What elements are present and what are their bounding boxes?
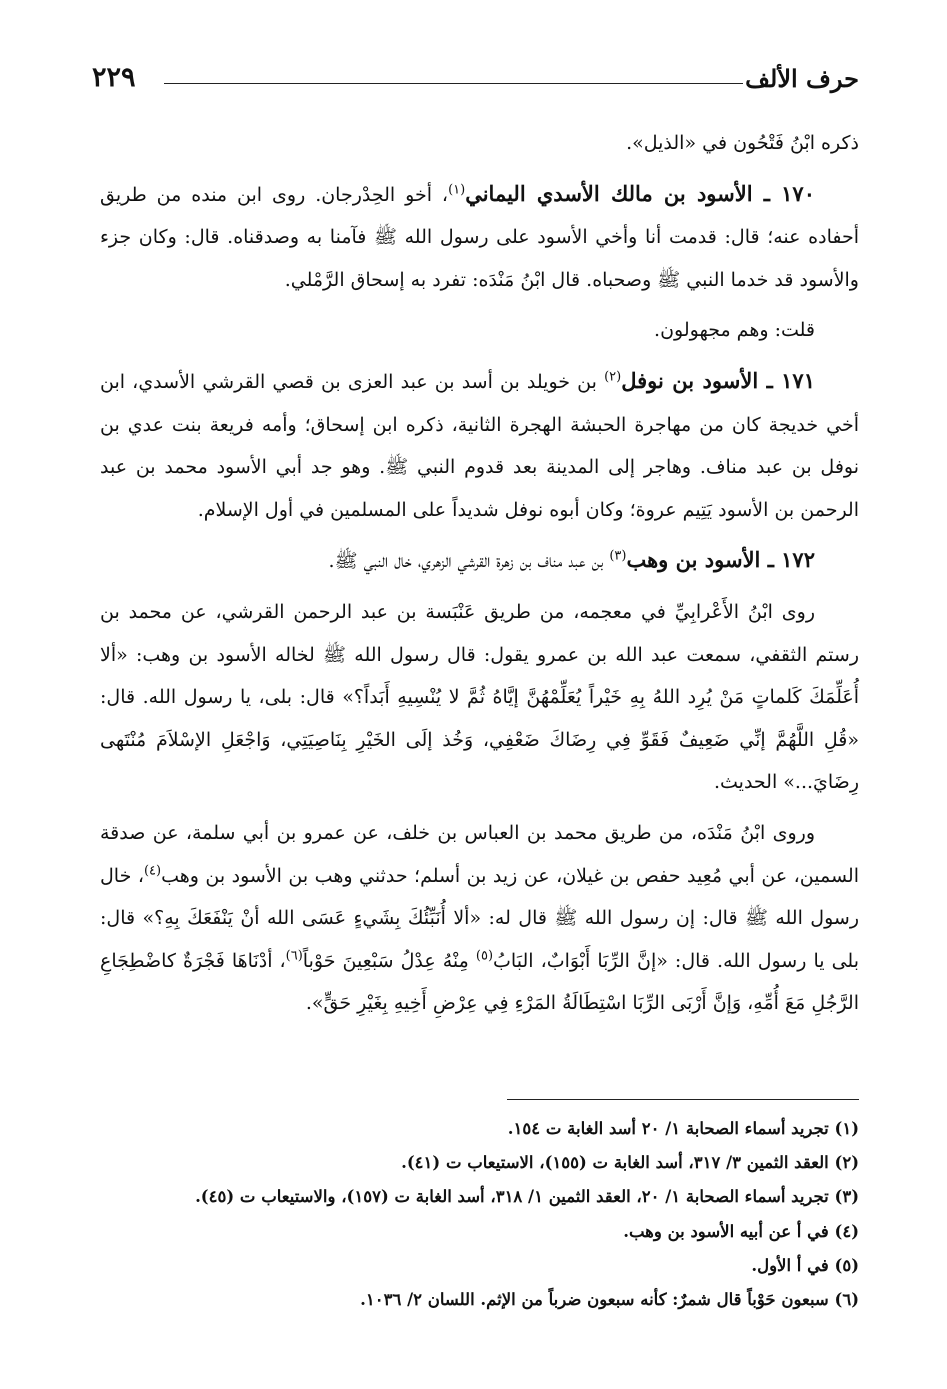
footnote-ref-5: (٥): [475, 948, 494, 964]
footnotes: [100, 1112, 859, 1317]
footnote-item: (٦) سبعون حَوْباً قال شمرٌ: كأنه سبعون ضرباً من الإثم. اللسان ٢/ ١٠٣٦.: [360, 1290, 859, 1310]
hadith-2-part-b: ، خال رسول الله ﷺ قال: إن رسول الله ﷺ قال له: «ألا أُنَبِّئُكَ بِشَيءٍ عَسَى الله أنْ يَنْفَعَكَ بِهِ؟» قال: بلى يا رسول الله. قال: «إنَّ الرِّبَا أَبْوَابٌ، البَابُ: [100, 864, 860, 972]
page-number: ٢٢٩: [92, 62, 136, 93]
footnote-item: (٤) في أ عن أبيه الأسود بن وهب.: [623, 1221, 859, 1241]
running-title: حرف الألف: [745, 64, 859, 93]
hadith-2-part-d: ، أدْنَاهَا فَجْرَةٌ كاضْطِجَاعِ الرَّجُلِ مَعَ أُمِّهِ، وَإنَّ أَرْبَى الرِّبَا اسْتِطَالَةُ المَرْءِ فِي عِرْضِ أَخِيهِ بِغَيْرِ حَقٍّ».: [100, 949, 859, 1015]
footnote-ref-3: (٣): [609, 549, 627, 565]
footnote-ref-6: (٦): [285, 948, 303, 964]
footnote-item: (٥) في أ الأول.: [751, 1255, 859, 1275]
footnote-ref-4: (٤): [143, 863, 162, 879]
footnote-ref-1: (١): [448, 182, 466, 198]
footnote-ref-2: (٢): [604, 369, 622, 385]
entry-170-heading: ١٧٠ ـ الأسود بن مالك الأسدي اليماني: [465, 180, 815, 206]
intro-paragraph: ذكره ابْنُ فَتْحُون في «الذيل».: [626, 132, 859, 154]
entry-171: [100, 360, 859, 531]
footnote-separator: [507, 1099, 859, 1100]
footnote-item: (١) تجريد أسماء الصحابة ١/ ٢٠ أسد الغابة ت ١٥٤.: [507, 1119, 859, 1138]
header-rule: [164, 83, 743, 84]
hadith-2-part-a: وروى ابْنُ مَنْدَه، من طريق محمد بن العباس بن خلف، عن عمرو بن أبي سلمة، عن صدقة السمين، عن أبي مُعِيد حفص بن غيلان، عن زيد بن أسلم؛ حدثني وهب بن الأسود بن وهب: [100, 821, 859, 887]
footnote-item: (٣) تجريد أسماء الصحابة ١/ ٢٠، العقد الثمين ١/ ٣١٨، أسد الغابة ت (١٥٧)، والاستيعاب ت (٤٥).: [195, 1187, 859, 1207]
hadith-2-part-c: مِنْهُ عِدْلُ سَبْعِينَ حَوْباً: [302, 949, 469, 972]
entry-171-heading: ١٧١ ـ الأسود بن نوفل: [621, 367, 815, 393]
entry-170: [100, 173, 859, 302]
entry-170-text: ، أخو الحِدْرجان. روى ابن منده من طريق أحفاده عنه؛ قال: قدمت أنا وأخي الأسود على رسول الله ﷺ فآمنا به وصدقناه. قال: وكان جزء والأسود قد خدما النبي ﷺ وصحباه. قال ابْنُ مَنْدَه: تفرد به إسحاق الرَّمْلي.: [100, 183, 859, 291]
entry-172: [100, 539, 859, 583]
note-paragraph: قلت: وهم مجهولون.: [654, 319, 815, 342]
entry-172-text: بن عبد مناف بن زهرة القرشي الزهري، خال النبي ﷺ.: [328, 550, 604, 573]
main-text: [100, 122, 859, 1033]
entry-171-text: بن خويلد بن أسد بن عبد العزى بن قصي القرشي الأسدي، ابن أخي خديجة كان من مهاجرة الحبشة الهجرة الثانية، ذكره ابن إسحاق؛ وأمه فريعة بنت عدي بن نوفل بن عبد مناف. وهاجر إلى المدينة بعد قدوم النبي ﷺ. وهو جد أبي الأسود محمد بن عبد الرحمن بن الأسود يَتِيم عروة؛ وكان أبوه نوفل شديداً على المسلمين في أول الإسلام.: [100, 370, 859, 521]
footnote-item: (٢) العقد الثمين ٣/ ٣١٧، أسد الغابة ت (١٥٥)، الاستيعاب ت (٤١).: [401, 1153, 859, 1173]
entry-172-heading: ١٧٢ ـ الأسود بن وهب: [626, 547, 815, 573]
hadith-paragraph-2: [100, 812, 859, 1025]
page-header: [92, 62, 859, 102]
hadith-paragraph-1: روى ابْنُ الأَعْرابِيِّ في معجمه، من طريق عَنْبَسة بن عبد الرحمن القرشي، عن محمد بن رستم الثقفي، سمعت عبد الله بن عمرو يقول: قال رسول الله ﷺ لخاله الأسود بن وهب: «ألا أُعَلِّمَكَ كَلماتٍ مَنْ يُرِد اللهُ بِهِ خَيْراً يُعَلِّمْهُنَّ إيَّاهُ ثُمَّ لا يُنْسِيهِ أَبَداً؟» قال: بلى، يا رسول الله. قال: «قُلِ اللَّهُمَّ إنِّي ضَعِيفٌ فَقَوِّ فِي رِضَاكَ ضَعْفِي، وَخُذ إلَى الخَيْرِ بِنَاصِيَتِي، وَاجْعَلِ الإسْلاَمَ مُنْتَهى رِضَايَ...» الحديث.: [100, 600, 859, 794]
